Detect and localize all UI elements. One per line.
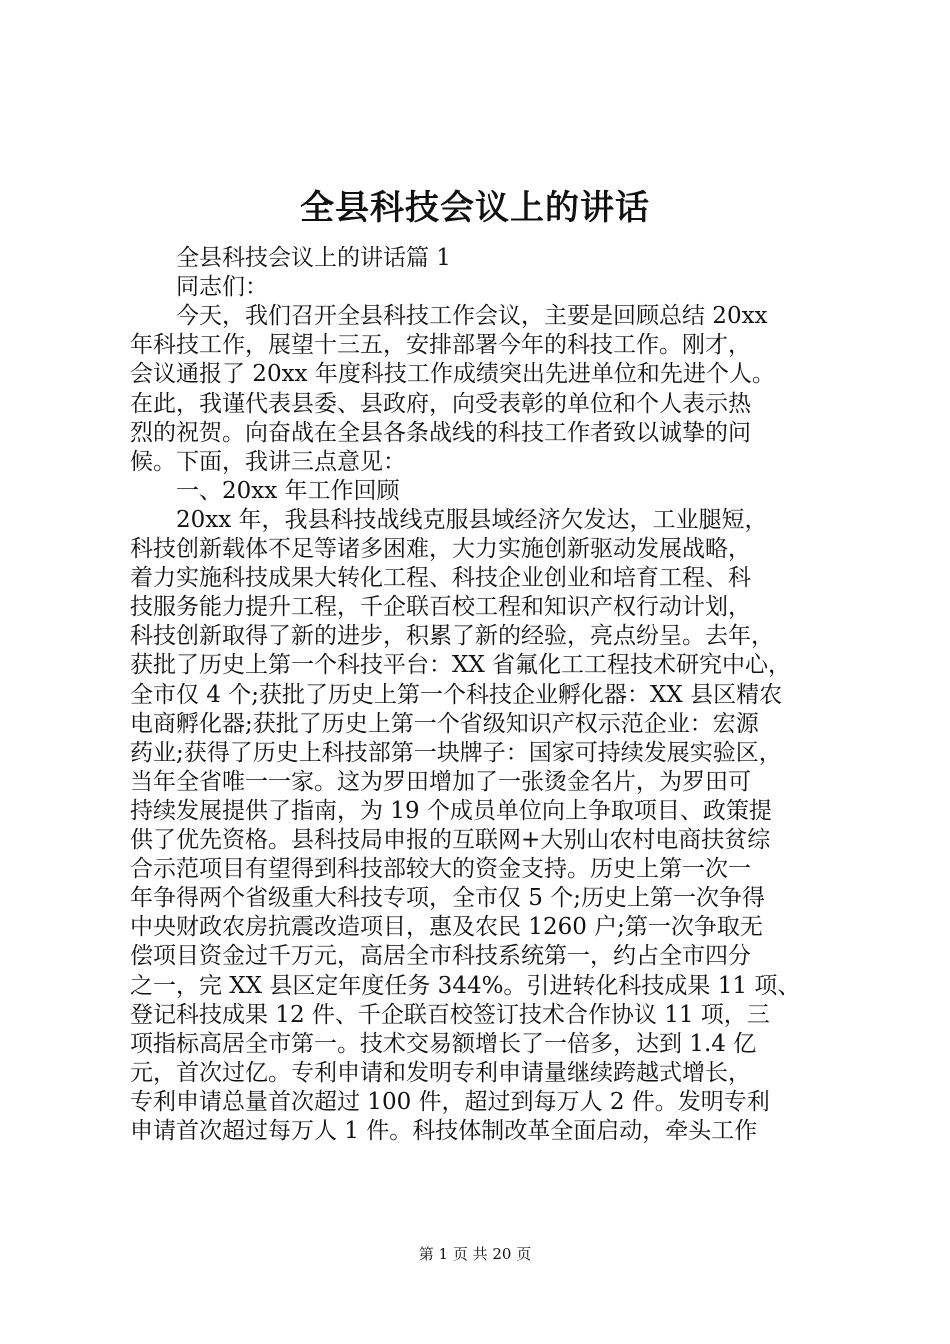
paragraph-line: 一、20xx 年工作回顾 [176, 477, 400, 504]
paragraph-line: 全市仅 4 个;获批了历史上第一个科技企业孵化器：XX 县区精农 [130, 681, 783, 708]
paragraph-line: 烈的祝贺。向奋战在全县各条战线的科技工作者致以诚挚的问 [130, 419, 751, 446]
paragraph-line: 年争得两个省级重大科技专项，全市仅 5 个;历史上第一次争得 [130, 885, 766, 912]
paragraph-line: 会议通报了 20xx 年度科技工作成绩突出先进单位和先进个人。 [130, 361, 775, 388]
paragraph-line: 药业;获得了历史上科技部第一块牌子：国家可持续发展实验区， [130, 739, 782, 766]
page-footer: 第 1 页 共 20 页 [418, 1245, 532, 1263]
paragraph-line: 全县科技会议上的讲话篇 1 [176, 245, 451, 271]
paragraph-line: 申请首次超过每万人 1 件。科技体制改革全面启动，牵头工作 [130, 1118, 758, 1144]
paragraph-line: 元，首次过亿。专利申请和发明专利申请量继续跨越式增长， [130, 1059, 751, 1086]
paragraph-line: 中央财政农房抗震改造项目，惠及农民 1260 户;第一次争取无 [130, 914, 763, 941]
paragraph-line: 持续发展提供了指南，为 19 个成员单位向上争取项目、政策提 [130, 797, 772, 824]
paragraph-line: 科技创新取得了新的进步，积累了新的经验，亮点纷呈。去年， [130, 623, 774, 650]
paragraph-line: 着力实施科技成果大转化工程、科技企业创业和培育工程、科 [130, 565, 751, 592]
paragraph-line: 偿项目资金过千万元，高居全市科技系统第一，约占全市四分 [130, 943, 751, 970]
paragraph-line: 20xx 年，我县科技战线克服县域经济欠发达，工业腿短， [176, 506, 768, 533]
paragraph-line: 年科技工作，展望十三五，安排部署今年的科技工作。刚才， [130, 332, 751, 359]
paragraph-line: 专利申请总量首次超过 100 件，超过到每万人 2 件。发明专利 [130, 1088, 770, 1115]
paragraph-line: 之一，完 XX 县区定年度任务 344%。引进转化科技成果 11 项、 [130, 972, 801, 999]
paragraph-line: 获批了历史上第一个科技平台：XX 省氟化工工程技术研究中心， [130, 652, 792, 679]
paragraph-line: 电商孵化器;获批了历史上第一个省级知识产权示范企业：宏源 [130, 710, 759, 737]
paragraph-line: 科技创新载体不足等诸多困难，大力实施创新驱动发展战略， [130, 536, 751, 562]
paragraph-line: 候。下面，我讲三点意见： [130, 448, 406, 475]
paragraph-line: 供了优先资格。县科技局申报的互联网+大别山农村电商扶贫综 [130, 827, 771, 853]
paragraph-line: 合示范项目有望得到科技部较大的资金支持。历史上第一次一 [130, 856, 751, 883]
document-title: 全县科技会议上的讲话 [300, 188, 650, 228]
paragraph-line: 同志们： [176, 274, 268, 301]
paragraph-line: 技服务能力提升工程，千企联百校工程和知识产权行动计划， [130, 594, 751, 621]
paragraph-line: 今天，我们召开全县科技工作会议，主要是回顾总结 20xx [176, 303, 768, 330]
paragraph-line: 在此，我谨代表县委、县政府，向受表彰的单位和个人表示热 [130, 390, 751, 417]
paragraph-line: 登记科技成果 12 件、千企联百校签订技术合作协议 11 项，三 [130, 1001, 770, 1028]
paragraph-line: 当年全省唯一一家。这为罗田增加了一张烫金名片，为罗田可 [130, 768, 751, 795]
paragraph-line: 项指标高居全市第一。技术交易额增长了一倍多，达到 1.4 亿 [130, 1030, 757, 1057]
